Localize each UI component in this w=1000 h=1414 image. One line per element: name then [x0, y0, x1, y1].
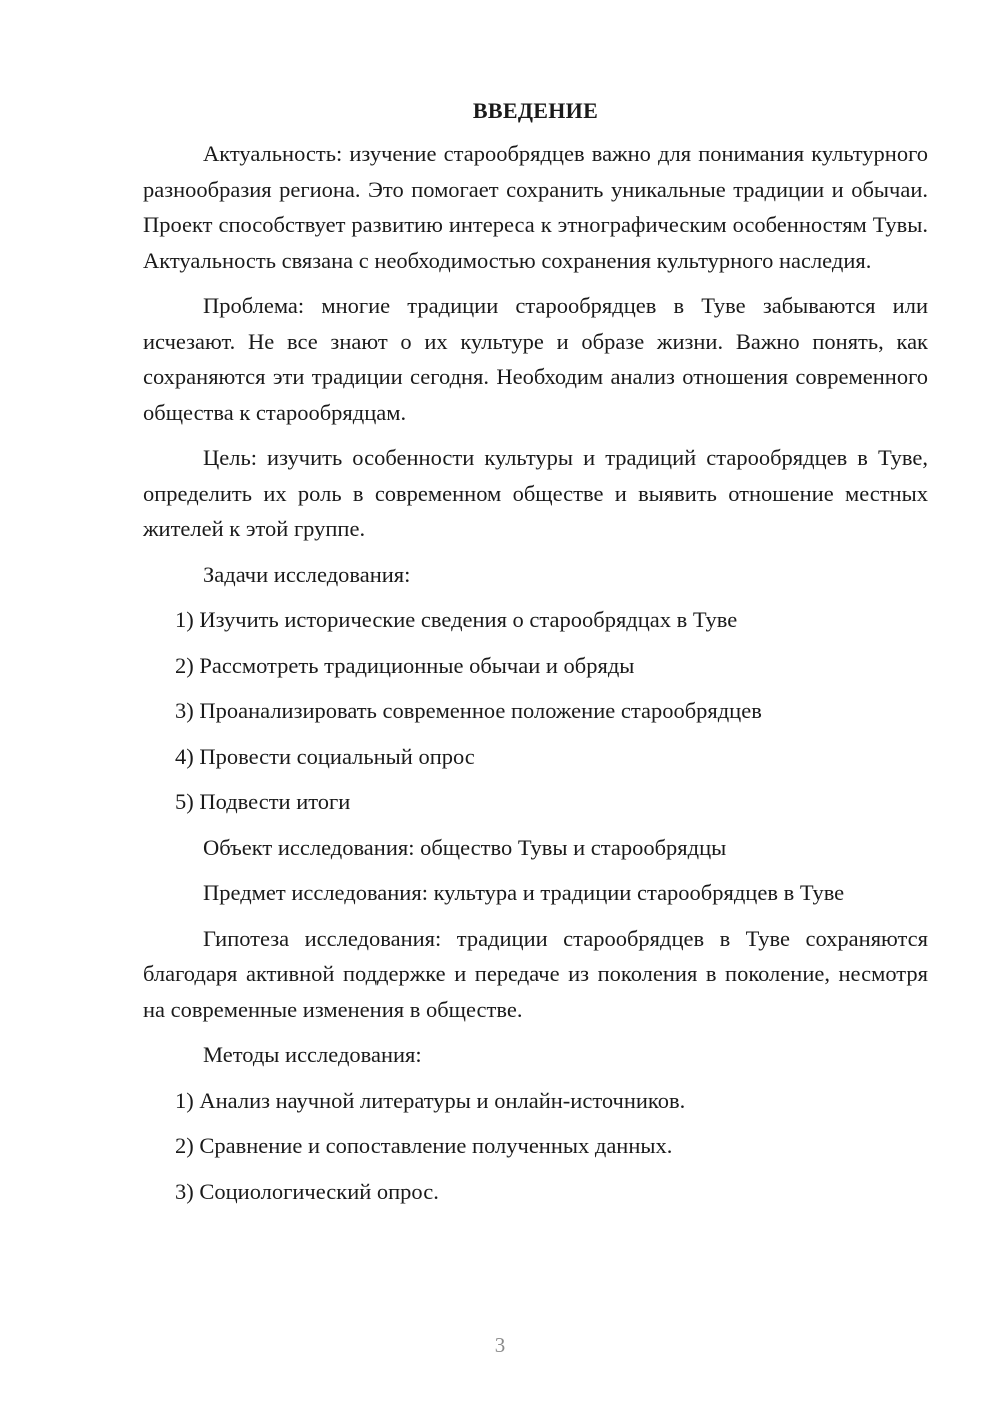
document-page: [143, 94, 928, 1219]
relevance-paragraph: Актуальность: изучение старообрядцев важно для понимания культурного разнообразия региона. Это помогает сохранить уникальные традиции и обычаи. Проект способствует развитию интереса к этнографическим особенностям Тувы. Актуальность связана с необходимостью сохранения культурного наследия.: [143, 141, 928, 273]
method-item: 3) Социологический опрос.: [175, 1178, 439, 1204]
section-heading: ВВЕДЕНИЕ: [472, 98, 599, 123]
task-item: 5) Подвести итоги: [175, 789, 351, 814]
hypothesis-paragraph: Гипотеза исследования: традиции старообрядцев в Туве сохраняются благодаря активной поддержке и передаче из поколения в поколение, несмотря на современные изменения в обществе.: [143, 925, 928, 1022]
task-item: 2) Рассмотреть традиционные обычаи и обряды: [175, 652, 635, 678]
problem-paragraph: Проблема: многие традиции старообрядцев в Туве забываются или исчезают. Не все знают о их культуре и образе жизни. Важно понять, как сохраняются эти традиции сегодня. Необходим анализ отношения современного общества к старообрядцам.: [143, 293, 928, 425]
task-item: 4) Провести социальный опрос: [175, 743, 475, 769]
task-item: 1) Изучить исторические сведения о старообрядцах в Туве: [175, 607, 738, 632]
method-item: 1) Анализ научной литературы и онлайн-источников.: [175, 1087, 686, 1113]
methods-heading: Методы исследования:: [203, 1042, 422, 1067]
tasks-heading: Задачи исследования:: [203, 561, 411, 587]
goal-paragraph: Цель: изучить особенности культуры и традиций старообрядцев в Туве, определить их роль в современном обществе и выявить отношение местных жителей к этой группе.: [143, 445, 928, 541]
method-item: 2) Сравнение и сопоставление полученных данных.: [175, 1133, 673, 1158]
task-item: 3) Проанализировать современное положение старообрядцев: [175, 698, 762, 723]
object-line: Объект исследования: общество Тувы и старообрядцы: [203, 834, 727, 860]
subject-line: Предмет исследования: культура и традиции старообрядцев в Туве: [203, 880, 845, 905]
page-number: 3: [494, 1333, 506, 1357]
